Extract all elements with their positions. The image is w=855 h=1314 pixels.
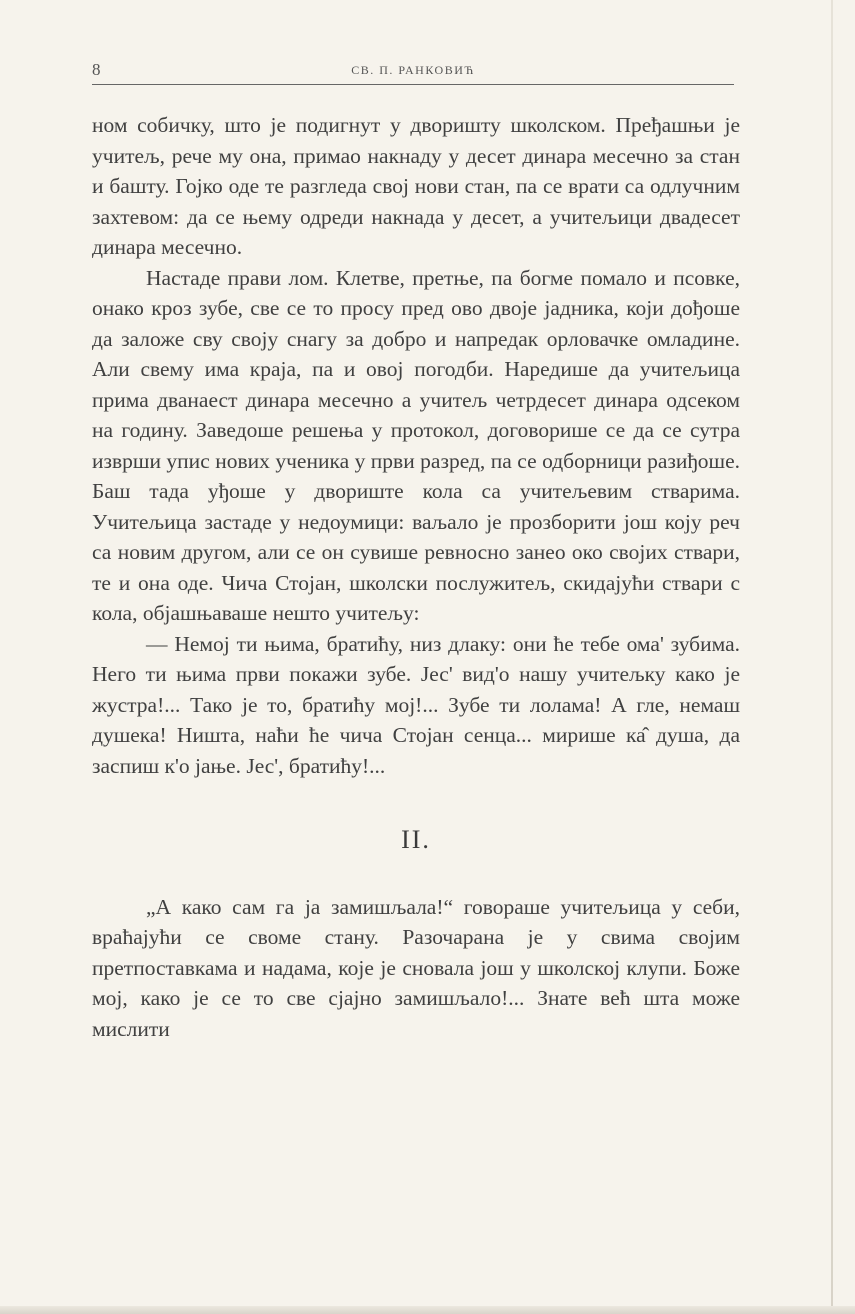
page-bottom-edge bbox=[0, 1306, 855, 1314]
page-number: 8 bbox=[92, 60, 101, 79]
paragraph: — Немој ти њима, братићу, низ длаку: они ће тебе ома' зубима. Него ти њима први покажи зубе. Јес' вид'о нашу учитељку како је жустра!... Тако је то, братићу мој!... Зубе ти лолама! А гле, немаш душека! Ништа, наћи ће чича Стојан сенца... мирише ка̂ душа, да заспиш к'о јање. Јес', братићу!... bbox=[92, 631, 740, 778]
paragraph: „А како сам га ја замишљала!“ говораше учитељица у себи, враћајући се своме стану. Разочарана је у свима својим претпоставкама и надама, које је сновала још у школској клупи. Боже мој, како је се то све сјајно замишљало!... Знате већ шта може мислити bbox=[92, 894, 740, 1041]
paragraph: Настаде прави лом. Клетве, претње, па богме помало и псовке, онако кроз зубе, све се то просу пред ово двоје јадника, који дођоше да заложе сву своју снагу за добро и напредак орловачке омладине. Али свему има краја, па и овој погодби. Наредише да учитељица прима дванаест динара месечно а учитељ четрдесет динара одсеком на годину. Заведоше решења у протокол, договорише се да се сутра изврши упис нових ученика у први разред, па се одборници разиђоше. Баш тада уђоше у двориште кола са учитељевим стварима. Учитељица застаде у недоумици: ваљало је прозборити још коју реч са новим другом, али се он сувише ревносно занео око својих ствари, те и она оде. Чича Стојан, школски послужитељ, скидајући ствари с кола, објашњаваше нешто учитељу: bbox=[92, 265, 740, 625]
page-body bbox=[92, 110, 740, 1044]
running-head: СВ. П. РАНКОВИЋ bbox=[351, 63, 475, 77]
page-edge bbox=[831, 0, 833, 1314]
page-header bbox=[92, 60, 734, 86]
header-rule bbox=[92, 84, 734, 85]
section-heading: II. bbox=[401, 825, 431, 854]
paragraph: ном собичку, што је подигнут у дворишту школском. Пређашњи је учитељ, рече му она, примао накнаду у десет динара месечно за стан и башту. Гојко оде те разгледа свој нови стан, па се врати са одлучним захтевом: да се њему одреди накнада у десет, а учитељици двадесет динара месечно. bbox=[92, 113, 740, 259]
